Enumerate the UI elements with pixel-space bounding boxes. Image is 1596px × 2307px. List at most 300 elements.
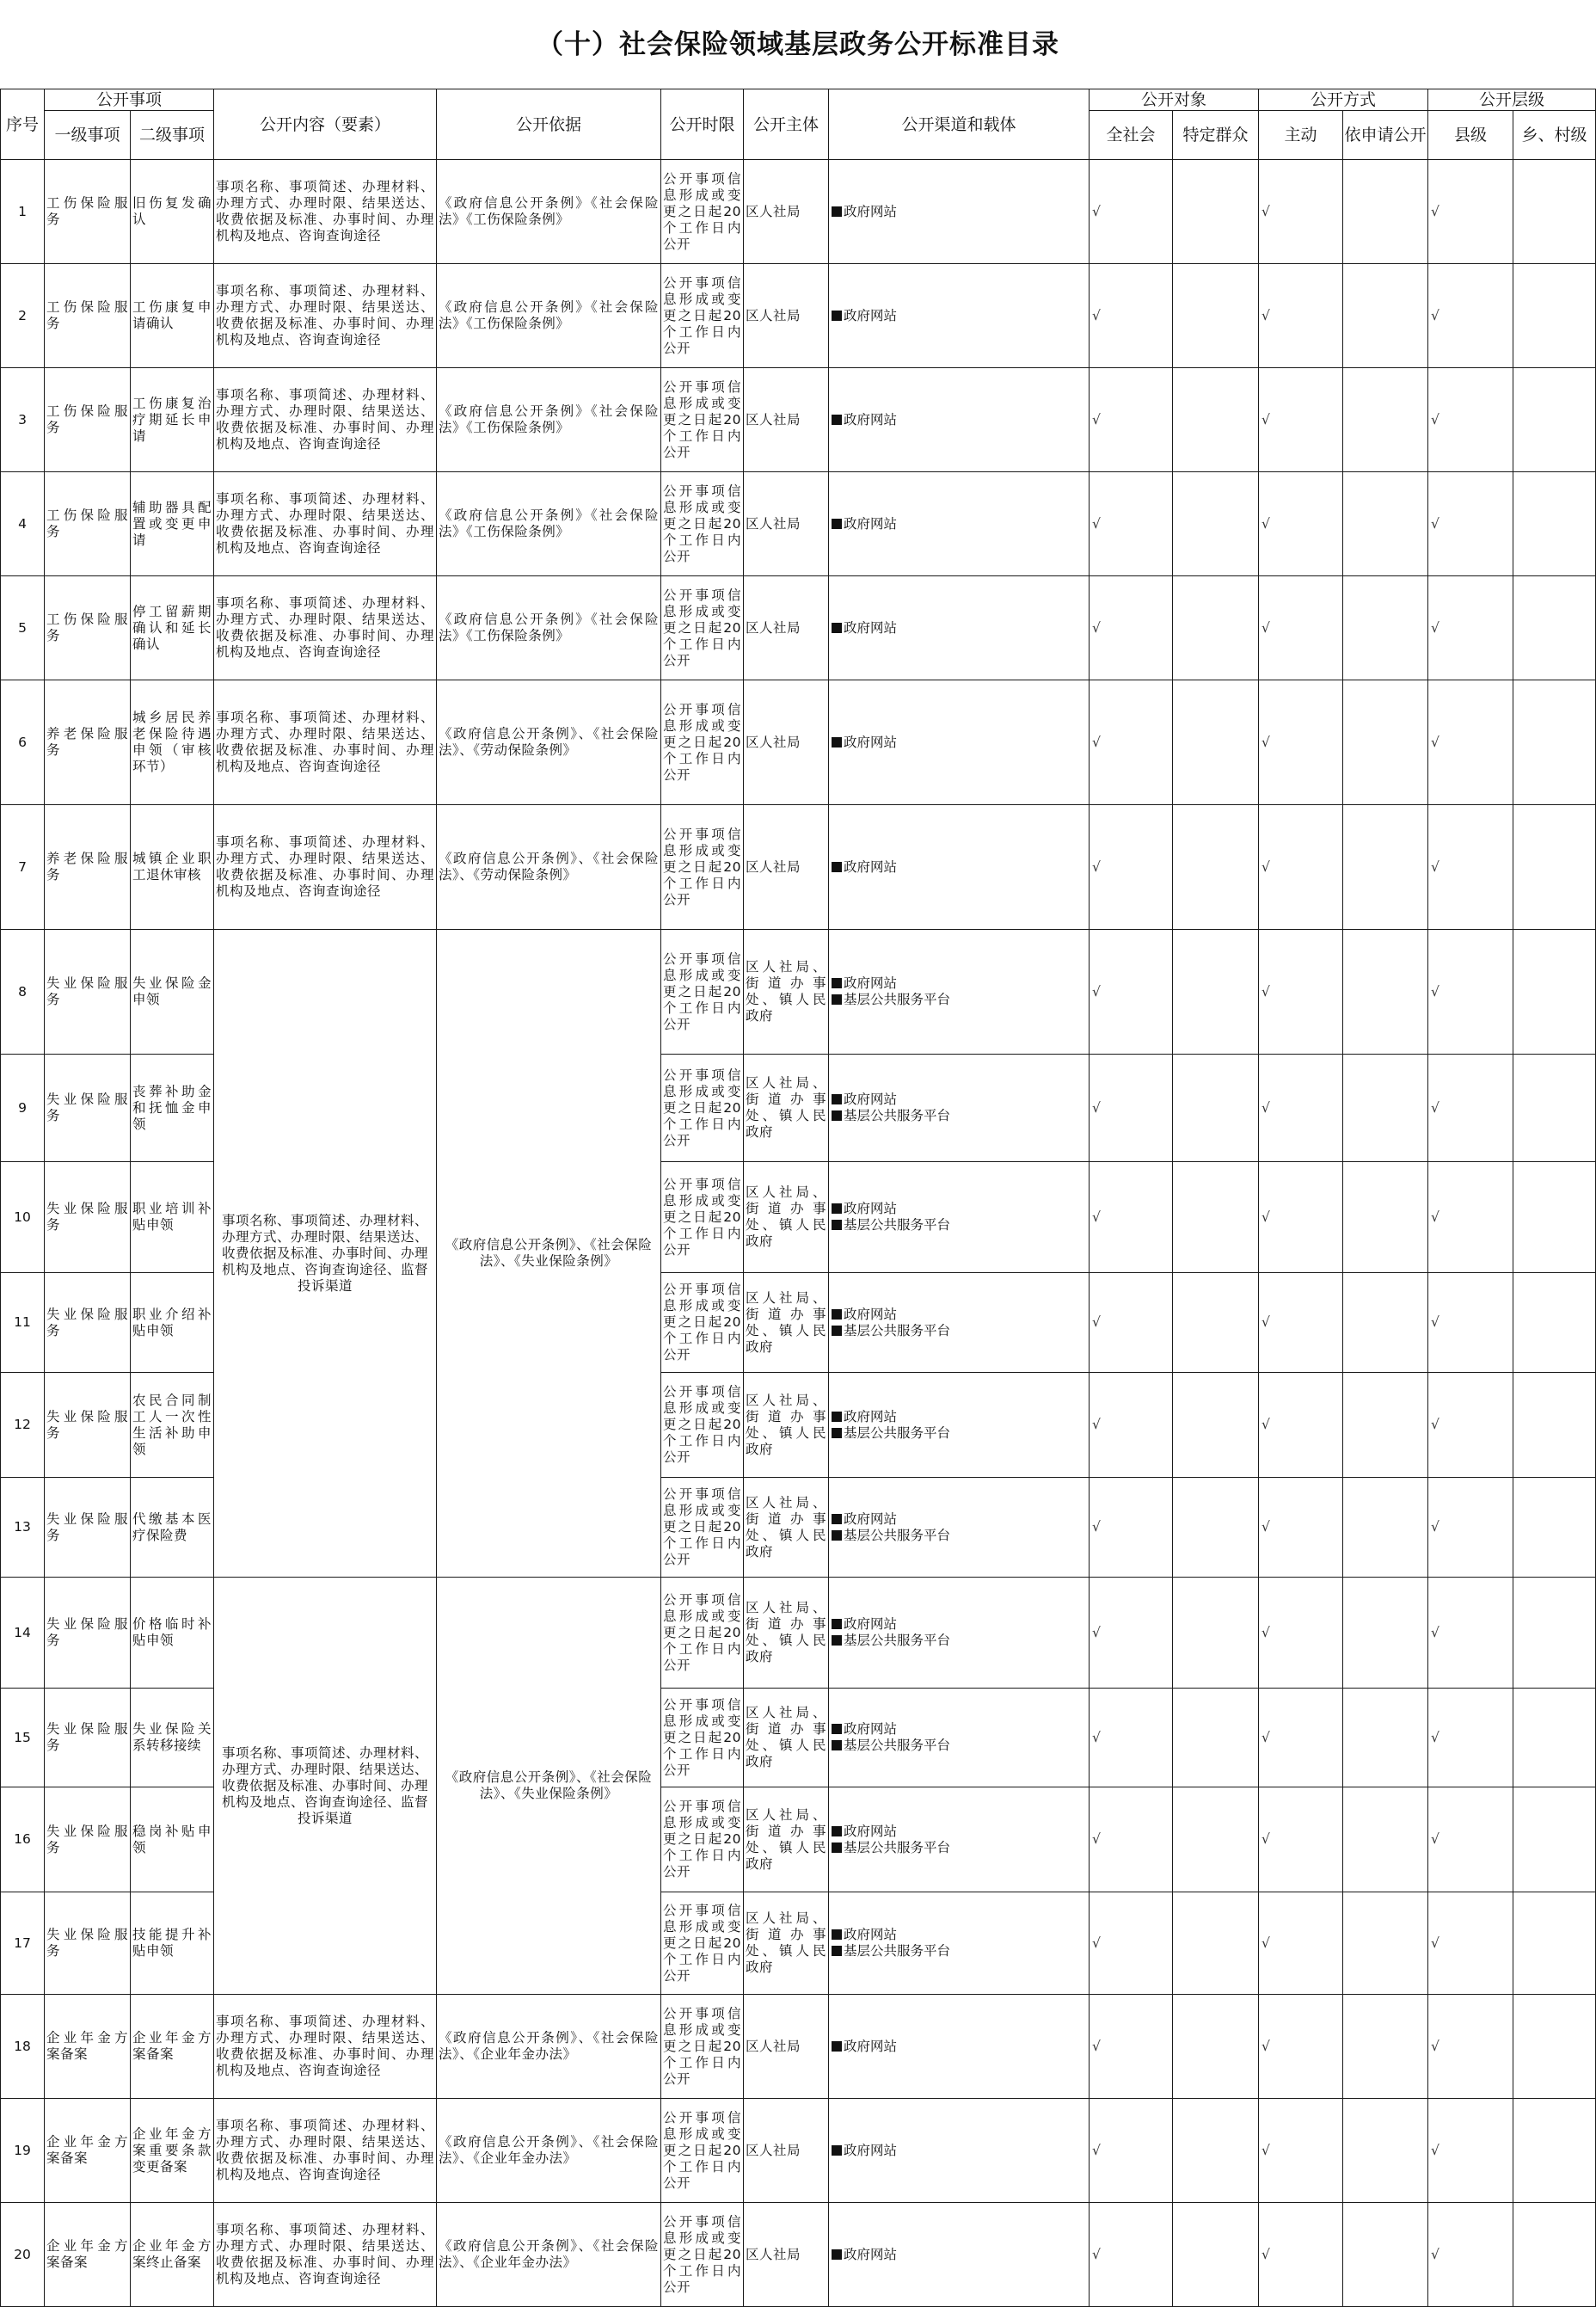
- channel-gov-website: [832, 1201, 1089, 1217]
- channel-gov-website: [832, 620, 1089, 637]
- time-limit: 公开事项信息形成或变更之日起20个工作日内公开: [661, 1162, 744, 1273]
- table-row: [1, 1578, 1596, 1689]
- county-check: √: [1428, 1689, 1513, 1787]
- time-limit: 公开事项信息形成或变更之日起20个工作日内公开: [661, 2099, 744, 2203]
- disclosure-basis: 《政府信息公开条例》《社会保险法》《工伤保险条例》: [437, 576, 661, 680]
- time-limit: 公开事项信息形成或变更之日起20个工作日内公开: [661, 1578, 744, 1689]
- channel-label: 基层公共服务平台: [844, 1424, 951, 1441]
- level1-matter: 工伤保险服务: [45, 264, 131, 368]
- header-specific-groups: 特定群众: [1173, 111, 1259, 160]
- active-check: √: [1259, 680, 1343, 805]
- county-check: √: [1428, 1578, 1513, 1689]
- content-elements: 事项名称、事项简述、办理材料、办理方式、办理时限、结果送达、收费依据及标准、办事时间、办理机构及地点、咨询查询途径: [214, 264, 437, 368]
- all-society-check: √: [1090, 1995, 1173, 2099]
- specific-groups-empty: [1173, 576, 1259, 680]
- active-check: √: [1259, 1162, 1343, 1273]
- disclosure-subject: 区人社局: [744, 472, 829, 576]
- channel-gov-website: [832, 1511, 1089, 1528]
- content-elements: 事项名称、事项简述、办理材料、办理方式、办理时限、结果送达、收费依据及标准、办事时间、办理机构及地点、咨询查询途径: [214, 805, 437, 930]
- time-limit: 公开事项信息形成或变更之日起20个工作日内公开: [661, 1273, 744, 1373]
- time-limit: 公开事项信息形成或变更之日起20个工作日内公开: [661, 805, 744, 930]
- level1-matter: 失业保险服务: [45, 1689, 131, 1787]
- channel-label: 政府网站: [844, 619, 898, 636]
- level1-matter: 失业保险服务: [45, 1578, 131, 1689]
- row-number: 15: [1, 1689, 45, 1787]
- on-request-empty: [1343, 805, 1428, 930]
- filled-square-icon: [832, 1412, 842, 1422]
- town-village-empty: [1513, 1162, 1596, 1273]
- all-society-check: √: [1090, 1273, 1173, 1373]
- disclosure-subject: 区人社局、街道办事处、镇人民政府: [744, 1578, 829, 1689]
- channel-public-service-platform: [832, 992, 1089, 1008]
- row-number: 16: [1, 1787, 45, 1892]
- header-on-request: 依申请公开: [1343, 111, 1428, 160]
- content-elements: 事项名称、事项简述、办理材料、办理方式、办理时限、结果送达、收费依据及标准、办事时间、办理机构及地点、咨询查询途径: [214, 368, 437, 472]
- disclosure-subject: 区人社局、街道办事处、镇人民政府: [744, 1689, 829, 1787]
- on-request-empty: [1343, 1892, 1428, 1995]
- disclosure-channel: [829, 368, 1090, 472]
- table-row: [1, 264, 1596, 368]
- header-content: 公开内容（要素）: [214, 89, 437, 160]
- level1-matter: 失业保险服务: [45, 1787, 131, 1892]
- disclosure-subject: 区人社局、街道办事处、镇人民政府: [744, 1273, 829, 1373]
- disclosure-channel: [829, 1892, 1090, 1995]
- level1-matter: 失业保险服务: [45, 1373, 131, 1478]
- channel-gov-website: [832, 1307, 1089, 1323]
- specific-groups-empty: [1173, 1162, 1259, 1273]
- active-check: √: [1259, 1478, 1343, 1578]
- channel-label: 政府网站: [844, 1306, 898, 1322]
- disclosure-subject: 区人社局、街道办事处、镇人民政府: [744, 1787, 829, 1892]
- disclosure-subject: 区人社局: [744, 264, 829, 368]
- disclosure-basis: 《政府信息公开条例》《社会保险法》《工伤保险条例》: [437, 264, 661, 368]
- disclosure-channel: [829, 264, 1090, 368]
- level2-matter: 工伤康复申请确认: [131, 264, 214, 368]
- level1-matter: 失业保险服务: [45, 1273, 131, 1373]
- specific-groups-empty: [1173, 680, 1259, 805]
- on-request-empty: [1343, 1162, 1428, 1273]
- time-limit: 公开事项信息形成或变更之日起20个工作日内公开: [661, 368, 744, 472]
- disclosure-basis: 《政府信息公开条例》、《社会保险法》、《失业保险条例》: [437, 1578, 661, 1995]
- channel-label: 基层公共服务平台: [844, 1527, 951, 1543]
- content-elements: 事项名称、事项简述、办理材料、办理方式、办理时限、结果送达、收费依据及标准、办事时间、办理机构及地点、咨询查询途径、监督投诉渠道: [214, 1578, 437, 1995]
- time-limit: 公开事项信息形成或变更之日起20个工作日内公开: [661, 264, 744, 368]
- all-society-check: √: [1090, 930, 1173, 1055]
- channel-gov-website: [832, 1409, 1089, 1425]
- county-check: √: [1428, 1995, 1513, 2099]
- level1-matter: 工伤保险服务: [45, 576, 131, 680]
- active-check: √: [1259, 160, 1343, 264]
- level2-matter: 丧葬补助金和抚恤金申领: [131, 1055, 214, 1162]
- on-request-empty: [1343, 1995, 1428, 2099]
- channel-public-service-platform: [832, 1217, 1089, 1233]
- disclosure-channel: [829, 1995, 1090, 2099]
- row-number: 9: [1, 1055, 45, 1162]
- disclosure-channel: [829, 1787, 1090, 1892]
- disclosure-subject: 区人社局、街道办事处、镇人民政府: [744, 1478, 829, 1578]
- table-row: [1, 1995, 1596, 2099]
- disclosure-subject: 区人社局: [744, 576, 829, 680]
- specific-groups-empty: [1173, 160, 1259, 264]
- content-elements: 事项名称、事项简述、办理材料、办理方式、办理时限、结果送达、收费依据及标准、办事时间、办理机构及地点、咨询查询途径、监督投诉渠道: [214, 930, 437, 1578]
- channel-label: 政府网站: [844, 1510, 898, 1527]
- disclosure-subject: 区人社局: [744, 160, 829, 264]
- all-society-check: √: [1090, 1689, 1173, 1787]
- on-request-empty: [1343, 160, 1428, 264]
- channel-public-service-platform: [832, 1323, 1089, 1339]
- filled-square-icon: [832, 415, 842, 425]
- active-check: √: [1259, 1373, 1343, 1478]
- channel-label: 政府网站: [844, 307, 898, 323]
- town-village-empty: [1513, 368, 1596, 472]
- level2-matter: 工伤康复治疗期延长申请: [131, 368, 214, 472]
- channel-public-service-platform: [832, 1943, 1089, 1959]
- disclosure-subject: 区人社局、街道办事处、镇人民政府: [744, 1055, 829, 1162]
- county-check: √: [1428, 1273, 1513, 1373]
- channel-label: 政府网站: [844, 1408, 898, 1424]
- level1-matter: 企业年金方案备案: [45, 2099, 131, 2203]
- table-row: [1, 2099, 1596, 2203]
- content-elements: 事项名称、事项简述、办理材料、办理方式、办理时限、结果送达、收费依据及标准、办事时间、办理机构及地点、咨询查询途径: [214, 2099, 437, 2203]
- county-check: √: [1428, 1787, 1513, 1892]
- filled-square-icon: [832, 1635, 842, 1646]
- channel-gov-website: [832, 412, 1089, 428]
- level2-matter: 职业介绍补贴申领: [131, 1273, 214, 1373]
- county-check: √: [1428, 930, 1513, 1055]
- channel-public-service-platform: [832, 1108, 1089, 1124]
- disclosure-basis: 《政府信息公开条例》《社会保险法》《工伤保险条例》: [437, 368, 661, 472]
- filled-square-icon: [832, 978, 842, 988]
- active-check: √: [1259, 930, 1343, 1055]
- channel-label: 基层公共服务平台: [844, 1738, 951, 1753]
- row-number: 12: [1, 1373, 45, 1478]
- disclosure-subject: 区人社局: [744, 2203, 829, 2307]
- filled-square-icon: [832, 1929, 842, 1940]
- header-level-group: 公开层级: [1428, 89, 1596, 111]
- level1-matter: 企业年金方案备案: [45, 2203, 131, 2307]
- town-village-empty: [1513, 1578, 1596, 1689]
- channel-label: 基层公共服务平台: [844, 1322, 951, 1338]
- disclosure-basis: 《政府信息公开条例》《社会保险法》《工伤保险条例》: [437, 160, 661, 264]
- filled-square-icon: [832, 1946, 842, 1956]
- time-limit: 公开事项信息形成或变更之日起20个工作日内公开: [661, 1055, 744, 1162]
- on-request-empty: [1343, 1478, 1428, 1578]
- level2-matter: 价格临时补贴申领: [131, 1578, 214, 1689]
- channel-gov-website: [832, 2143, 1089, 2159]
- active-check: √: [1259, 1055, 1343, 1162]
- row-number: 4: [1, 472, 45, 576]
- specific-groups-empty: [1173, 1787, 1259, 1892]
- level1-matter: 失业保险服务: [45, 930, 131, 1055]
- filled-square-icon: [832, 519, 842, 529]
- header-active: 主动: [1259, 111, 1343, 160]
- filled-square-icon: [832, 1309, 842, 1320]
- channel-public-service-platform: [832, 1633, 1089, 1649]
- county-check: √: [1428, 680, 1513, 805]
- channel-public-service-platform: [832, 1840, 1089, 1856]
- disclosure-basis: 《政府信息公开条例》、《社会保险法》、《劳动保险条例》: [437, 805, 661, 930]
- disclosure-channel: [829, 1373, 1090, 1478]
- disclosure-channel: [829, 160, 1090, 264]
- town-village-empty: [1513, 805, 1596, 930]
- level2-matter: 职业培训补贴申领: [131, 1162, 214, 1273]
- level1-matter: 失业保险服务: [45, 1055, 131, 1162]
- specific-groups-empty: [1173, 930, 1259, 1055]
- county-check: √: [1428, 805, 1513, 930]
- channel-label: 政府网站: [844, 1721, 898, 1737]
- header-target-group: 公开对象: [1090, 89, 1259, 111]
- level1-matter: 企业年金方案备案: [45, 1995, 131, 2099]
- specific-groups-empty: [1173, 1892, 1259, 1995]
- level1-matter: 工伤保险服务: [45, 472, 131, 576]
- county-check: √: [1428, 2203, 1513, 2307]
- level1-matter: 工伤保险服务: [45, 160, 131, 264]
- table-row: [1, 680, 1596, 805]
- town-village-empty: [1513, 680, 1596, 805]
- channel-label: 政府网站: [844, 1201, 898, 1216]
- town-village-empty: [1513, 1273, 1596, 1373]
- channel-label: 基层公共服务平台: [844, 1633, 951, 1648]
- all-society-check: √: [1090, 1373, 1173, 1478]
- active-check: √: [1259, 1689, 1343, 1787]
- town-village-empty: [1513, 1689, 1596, 1787]
- all-society-check: √: [1090, 368, 1173, 472]
- row-number: 10: [1, 1162, 45, 1273]
- on-request-empty: [1343, 1787, 1428, 1892]
- disclosure-subject: 区人社局、街道办事处、镇人民政府: [744, 1373, 829, 1478]
- time-limit: 公开事项信息形成或变更之日起20个工作日内公开: [661, 1995, 744, 2099]
- active-check: √: [1259, 1995, 1343, 2099]
- disclosure-channel: [829, 1478, 1090, 1578]
- all-society-check: √: [1090, 2203, 1173, 2307]
- disclosure-channel: [829, 1273, 1090, 1373]
- town-village-empty: [1513, 1478, 1596, 1578]
- town-village-empty: [1513, 160, 1596, 264]
- all-society-check: √: [1090, 805, 1173, 930]
- row-number: 13: [1, 1478, 45, 1578]
- channel-gov-website: [832, 1824, 1089, 1840]
- town-village-empty: [1513, 1995, 1596, 2099]
- header-town-village: 乡、村级: [1513, 111, 1596, 160]
- disclosure-subject: 区人社局、街道办事处、镇人民政府: [744, 930, 829, 1055]
- disclosure-subject: 区人社局: [744, 1995, 829, 2099]
- channel-public-service-platform: [832, 1425, 1089, 1442]
- active-check: √: [1259, 576, 1343, 680]
- row-number: 7: [1, 805, 45, 930]
- county-check: √: [1428, 1478, 1513, 1578]
- disclosure-subject: 区人社局、街道办事处、镇人民政府: [744, 1892, 829, 1995]
- town-village-empty: [1513, 1373, 1596, 1478]
- time-limit: 公开事项信息形成或变更之日起20个工作日内公开: [661, 576, 744, 680]
- county-check: √: [1428, 2099, 1513, 2203]
- disclosure-subject: 区人社局: [744, 2099, 829, 2203]
- county-check: √: [1428, 264, 1513, 368]
- row-number: 8: [1, 930, 45, 1055]
- specific-groups-empty: [1173, 2099, 1259, 2203]
- time-limit: 公开事项信息形成或变更之日起20个工作日内公开: [661, 1892, 744, 1995]
- filled-square-icon: [832, 311, 842, 321]
- filled-square-icon: [832, 737, 842, 747]
- filled-square-icon: [832, 206, 842, 217]
- disclosure-channel: [829, 2099, 1090, 2203]
- time-limit: 公开事项信息形成或变更之日起20个工作日内公开: [661, 472, 744, 576]
- filled-square-icon: [832, 1203, 842, 1214]
- specific-groups-empty: [1173, 264, 1259, 368]
- table-row: [1, 576, 1596, 680]
- on-request-empty: [1343, 368, 1428, 472]
- time-limit: 公开事项信息形成或变更之日起20个工作日内公开: [661, 930, 744, 1055]
- level2-matter: 城镇企业职工退休审核: [131, 805, 214, 930]
- header-time-limit: 公开时限: [661, 89, 744, 160]
- town-village-empty: [1513, 2099, 1596, 2203]
- disclosure-channel: [829, 472, 1090, 576]
- disclosure-subject: 区人社局: [744, 368, 829, 472]
- all-society-check: √: [1090, 160, 1173, 264]
- specific-groups-empty: [1173, 472, 1259, 576]
- on-request-empty: [1343, 930, 1428, 1055]
- channel-label: 政府网站: [844, 1616, 898, 1632]
- table-row: [1, 930, 1596, 1055]
- on-request-empty: [1343, 680, 1428, 805]
- active-check: √: [1259, 264, 1343, 368]
- channel-gov-website: [832, 735, 1089, 751]
- town-village-empty: [1513, 1892, 1596, 1995]
- channel-label: 政府网站: [844, 203, 898, 219]
- channel-gov-website: [832, 859, 1089, 876]
- disclosure-channel: [829, 930, 1090, 1055]
- channel-gov-website: [832, 308, 1089, 324]
- channel-label: 政府网站: [844, 515, 898, 532]
- disclosure-basis: 《政府信息公开条例》、《社会保险法》、《企业年金办法》: [437, 2203, 661, 2307]
- disclosure-channel: [829, 1689, 1090, 1787]
- town-village-empty: [1513, 1787, 1596, 1892]
- channel-gov-website: [832, 204, 1089, 220]
- all-society-check: √: [1090, 2099, 1173, 2203]
- disclosure-subject: 区人社局: [744, 680, 829, 805]
- header-basis: 公开依据: [437, 89, 661, 160]
- disclosure-basis: 《政府信息公开条例》《社会保险法》《工伤保险条例》: [437, 472, 661, 576]
- level2-matter: 失业保险关系转移接续: [131, 1689, 214, 1787]
- content-elements: 事项名称、事项简述、办理材料、办理方式、办理时限、结果送达、收费依据及标准、办事时间、办理机构及地点、咨询查询途径: [214, 472, 437, 576]
- channel-label: 基层公共服务平台: [844, 1839, 951, 1855]
- active-check: √: [1259, 1578, 1343, 1689]
- page-title: （十）社会保险领域基层政务公开标准目录: [537, 29, 1059, 60]
- on-request-empty: [1343, 472, 1428, 576]
- channel-label: 基层公共服务平台: [844, 1943, 951, 1959]
- filled-square-icon: [832, 862, 842, 872]
- row-number: 5: [1, 576, 45, 680]
- specific-groups-empty: [1173, 1273, 1259, 1373]
- filled-square-icon: [832, 1220, 842, 1230]
- county-check: √: [1428, 1162, 1513, 1273]
- level2-matter: 城乡居民养老保险待遇申领（审核环节）: [131, 680, 214, 805]
- level2-matter: 企业年金方案终止备案: [131, 2203, 214, 2307]
- row-number: 20: [1, 2203, 45, 2307]
- all-society-check: √: [1090, 576, 1173, 680]
- specific-groups-empty: [1173, 368, 1259, 472]
- level2-matter: 失业保险金申领: [131, 930, 214, 1055]
- county-check: √: [1428, 576, 1513, 680]
- county-check: √: [1428, 368, 1513, 472]
- disclosure-catalog-table: [0, 89, 1596, 2307]
- content-elements: 事项名称、事项简述、办理材料、办理方式、办理时限、结果送达、收费依据及标准、办事时间、办理机构及地点、咨询查询途径: [214, 2203, 437, 2307]
- filled-square-icon: [832, 1530, 842, 1541]
- filled-square-icon: [832, 2249, 842, 2260]
- channel-gov-website: [832, 1616, 1089, 1633]
- active-check: √: [1259, 472, 1343, 576]
- county-check: √: [1428, 160, 1513, 264]
- level1-matter: 养老保险服务: [45, 805, 131, 930]
- town-village-empty: [1513, 472, 1596, 576]
- disclosure-channel: [829, 576, 1090, 680]
- all-society-check: √: [1090, 1892, 1173, 1995]
- channel-label: 基层公共服务平台: [844, 1108, 951, 1123]
- disclosure-channel: [829, 1578, 1090, 1689]
- channel-label: 政府网站: [844, 1927, 898, 1942]
- level1-matter: 失业保险服务: [45, 1162, 131, 1273]
- specific-groups-empty: [1173, 1995, 1259, 2099]
- filled-square-icon: [832, 1428, 842, 1438]
- active-check: √: [1259, 368, 1343, 472]
- on-request-empty: [1343, 2203, 1428, 2307]
- content-elements: 事项名称、事项简述、办理材料、办理方式、办理时限、结果送达、收费依据及标准、办事时间、办理机构及地点、咨询查询途径: [214, 160, 437, 264]
- header-matter-group: 公开事项: [45, 89, 214, 111]
- channel-label: 政府网站: [844, 2038, 898, 2054]
- header-all-society: 全社会: [1090, 111, 1173, 160]
- filled-square-icon: [832, 1110, 842, 1121]
- county-check: √: [1428, 472, 1513, 576]
- header-method-group: 公开方式: [1259, 89, 1428, 111]
- header-level1: 一级事项: [45, 111, 131, 160]
- channel-label: 政府网站: [844, 734, 898, 750]
- header-level2: 二级事项: [131, 111, 214, 160]
- active-check: √: [1259, 2203, 1343, 2307]
- level1-matter: 养老保险服务: [45, 680, 131, 805]
- row-number: 1: [1, 160, 45, 264]
- table-row: [1, 805, 1596, 930]
- all-society-check: √: [1090, 264, 1173, 368]
- level2-matter: 农民合同制工人一次性生活补助申领: [131, 1373, 214, 1478]
- all-society-check: √: [1090, 1578, 1173, 1689]
- channel-label: 基层公共服务平台: [844, 1217, 951, 1233]
- all-society-check: √: [1090, 1055, 1173, 1162]
- time-limit: 公开事项信息形成或变更之日起20个工作日内公开: [661, 160, 744, 264]
- table-row: [1, 368, 1596, 472]
- level2-matter: 企业年金方案重要条款变更备案: [131, 2099, 214, 2203]
- town-village-empty: [1513, 576, 1596, 680]
- on-request-empty: [1343, 1055, 1428, 1162]
- filled-square-icon: [832, 2145, 842, 2156]
- all-society-check: √: [1090, 1787, 1173, 1892]
- channel-label: 政府网站: [844, 1823, 898, 1839]
- row-number: 6: [1, 680, 45, 805]
- filled-square-icon: [832, 1326, 842, 1336]
- specific-groups-empty: [1173, 1689, 1259, 1787]
- town-village-empty: [1513, 1055, 1596, 1162]
- channel-public-service-platform: [832, 1738, 1089, 1754]
- level2-matter: 稳岗补贴申领: [131, 1787, 214, 1892]
- channel-label: 政府网站: [844, 2142, 898, 2158]
- channel-label: 政府网站: [844, 1092, 898, 1107]
- level1-matter: 工伤保险服务: [45, 368, 131, 472]
- filled-square-icon: [832, 623, 842, 633]
- content-elements: 事项名称、事项简述、办理材料、办理方式、办理时限、结果送达、收费依据及标准、办事时间、办理机构及地点、咨询查询途径: [214, 1995, 437, 2099]
- town-village-empty: [1513, 2203, 1596, 2307]
- table-body: [1, 160, 1596, 2307]
- on-request-empty: [1343, 264, 1428, 368]
- active-check: √: [1259, 1892, 1343, 1995]
- content-elements: 事项名称、事项简述、办理材料、办理方式、办理时限、结果送达、收费依据及标准、办事时间、办理机构及地点、咨询查询途径: [214, 680, 437, 805]
